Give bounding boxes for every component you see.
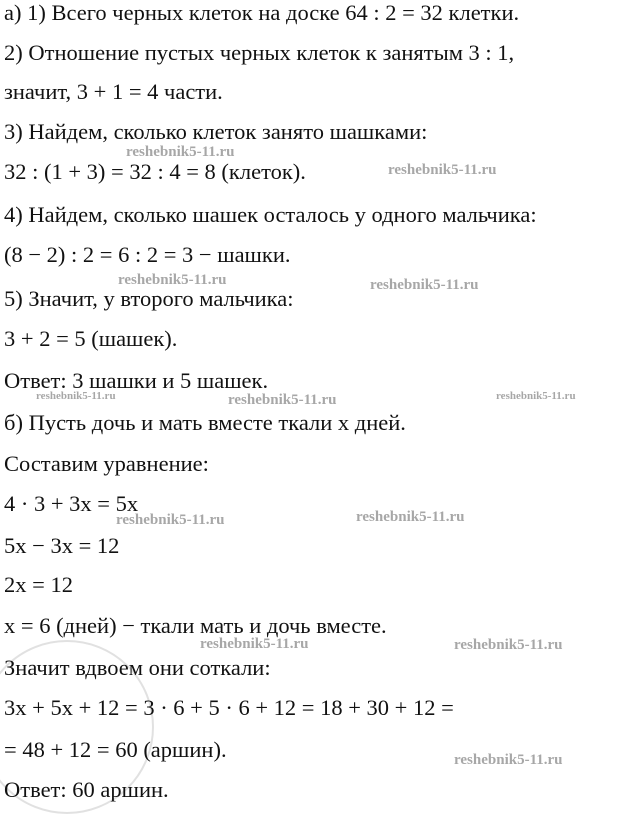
- text-line: = 48 + 12 = 60 (аршин).: [4, 737, 227, 762]
- text-line: Составим уравнение:: [4, 451, 209, 476]
- text-line: 3x + 5x + 12 = 3 · 6 + 5 · 6 + 12 = 18 + 30 + 12 =: [4, 695, 454, 720]
- watermark-text: reshebnik5-11.ru: [388, 162, 497, 178]
- text-line: 3 + 2 = 5 (шашек).: [4, 326, 178, 351]
- text-line: 5) Значит, у второго мальчика:: [4, 286, 294, 311]
- text-line: 5x − 3x = 12: [4, 533, 120, 558]
- text-line: значит, 3 + 1 = 4 части.: [4, 79, 223, 104]
- watermark-text: reshebnik5-11.ru: [454, 637, 563, 653]
- watermark-text: reshebnik5-11.ru: [200, 636, 309, 652]
- text-line: б) Пусть дочь и мать вместе ткали x дней.: [4, 410, 406, 435]
- text-line: 4) Найдем, сколько шашек осталось у одного мальчика:: [4, 202, 537, 227]
- text-line: 3) Найдем, сколько клеток занято шашками:: [4, 119, 428, 144]
- watermark-text: reshebnik5-11.ru: [356, 509, 465, 525]
- text-line: 2x = 12: [4, 572, 73, 597]
- text-line: Значит вдвоем они соткали:: [4, 655, 271, 680]
- text-line: Ответ: 60 аршин.: [4, 777, 169, 802]
- text-line: (8 − 2) : 2 = 6 : 2 = 3 − шашки.: [4, 242, 291, 267]
- watermark-text: reshebnik5-11.ru: [496, 390, 576, 402]
- watermark-text: reshebnik5-11.ru: [116, 512, 225, 528]
- watermark-text: reshebnik5-11.ru: [118, 272, 227, 288]
- text-line: 32 : (1 + 3) = 32 : 4 = 8 (клеток).: [4, 159, 306, 184]
- watermark-text: reshebnik5-11.ru: [36, 390, 116, 402]
- watermark-text: reshebnik5-11.ru: [228, 392, 337, 408]
- text-line: 2) Отношение пустых черных клеток к занятым 3 : 1,: [4, 40, 515, 65]
- watermark-text: reshebnik5-11.ru: [454, 752, 563, 768]
- watermark-text: reshebnik5-11.ru: [370, 277, 479, 293]
- text-line: x = 6 (дней) − ткали мать и дочь вместе.: [4, 613, 387, 638]
- text-line: 4 · 3 + 3x = 5x: [4, 491, 139, 516]
- text-line: Ответ: 3 шашки и 5 шашек.: [4, 368, 269, 393]
- watermark-text: reshebnik5-11.ru: [126, 144, 235, 160]
- text-line: а) 1) Всего черных клеток на доске 64 : 2 = 32 клетки.: [4, 0, 520, 25]
